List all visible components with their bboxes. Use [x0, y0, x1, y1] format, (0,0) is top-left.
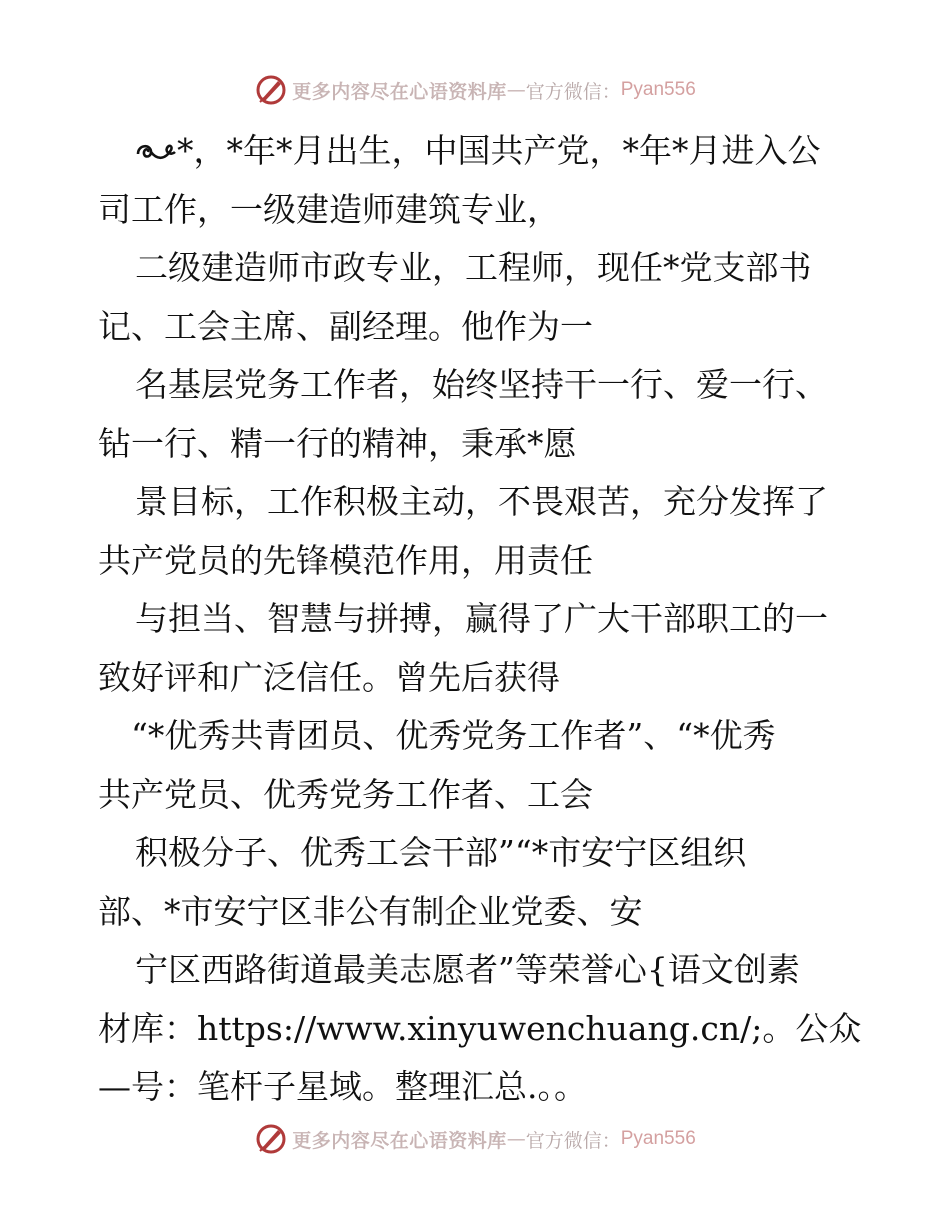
paragraph-line: 名基层党务工作者，始终坚持干一行、爱一行、	[135, 365, 828, 404]
paragraph-line: 二级建造师市政专业，工程师，现任*党支部书	[135, 248, 812, 287]
header-watermark	[0, 70, 950, 110]
paragraph-line: 景目标，工作积极主动，不畏艰苦，充分发挥了	[135, 482, 828, 521]
swirl-ornament-icon	[135, 124, 177, 183]
quill-logo-icon	[254, 73, 288, 107]
watermark-label: 官方微信：	[525, 80, 621, 103]
watermark-separator: —	[506, 79, 526, 101]
paragraph-line: 记、工会主席、副经理。他作为一	[98, 306, 593, 346]
paragraph-line: 积极分子、优秀工会干部”“*市安宁区组织	[135, 833, 747, 872]
paragraph-line: 钻一行、精一行的精神，秉承*愿	[98, 423, 577, 463]
paragraph-line	[98, 122, 858, 181]
paragraph-line: 共产党员的先锋模范作用，用责任	[98, 540, 593, 580]
footer-watermark	[0, 1119, 950, 1159]
paragraph-line: 与担当、智慧与拼搏，赢得了广大干部职工的一	[135, 599, 828, 638]
line-text: *，*年*月出生，中国共产党，*年*月进入公	[177, 131, 821, 170]
body-paragraph	[98, 122, 862, 1117]
paragraph-line: 材库：https://www.xinyuwenchuang.cn/;。公众	[98, 1008, 862, 1048]
watermark-label: 官方微信：	[525, 1129, 621, 1152]
watermark-id: Pyan556	[620, 79, 696, 100]
watermark-separator: —	[506, 1128, 526, 1150]
paragraph-line: “*优秀共青团员、优秀党务工作者”、“*优秀	[131, 716, 776, 755]
paragraph-line: 司工作，一级建造师建筑专业，	[98, 189, 560, 229]
paragraph-line: 致好评和广泛信任。曾先后获得	[98, 657, 560, 697]
paragraph-line: 宁区西路街道最美志愿者”等荣誉心{语文创素	[135, 950, 800, 989]
watermark-id: Pyan556	[620, 1128, 696, 1149]
watermark-text: 更多内容尽在心语资料库	[292, 1129, 507, 1152]
paragraph-line: —号：笔杆子星域。整理汇总.。。	[98, 1067, 587, 1106]
paragraph-line: 部、*市安宁区非公有制企业党委、安	[98, 891, 643, 931]
paragraph-line: 共产党员、优秀党务工作者、工会	[98, 774, 593, 814]
quill-logo-icon	[254, 1122, 288, 1156]
watermark-text: 更多内容尽在心语资料库	[292, 80, 507, 103]
